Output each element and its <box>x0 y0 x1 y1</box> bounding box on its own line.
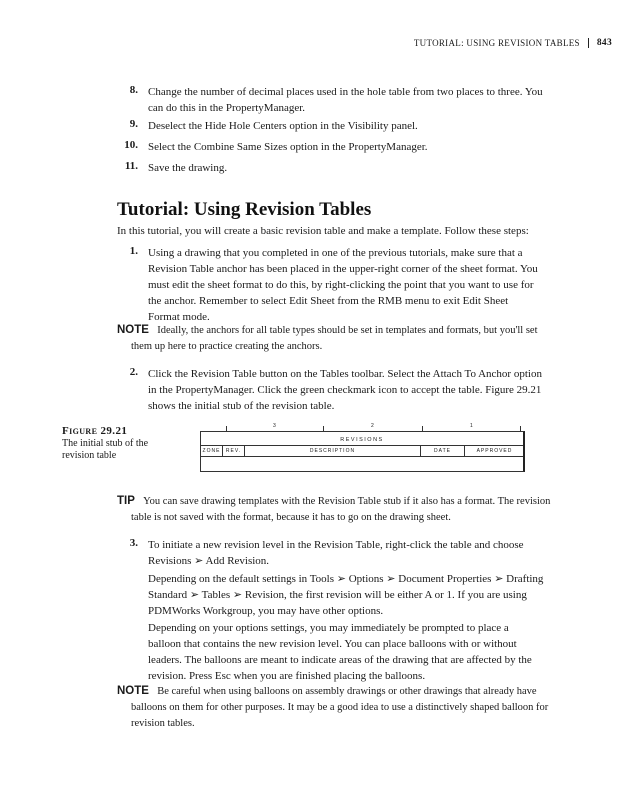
step-text <box>148 366 542 414</box>
revision-table-title: REVISIONS <box>340 437 384 443</box>
zone-label: 3 <box>273 423 276 429</box>
step-number: 9. <box>129 118 138 130</box>
table-divider <box>201 456 523 457</box>
step-number: 3. <box>129 537 138 549</box>
paragraph-line: revision. Press Esc when you are finished placing the balloons. <box>148 670 426 682</box>
figure-caption-line: The initial stub of the <box>62 437 149 449</box>
revision-table-header-row <box>201 446 523 456</box>
step-text <box>148 84 543 116</box>
paragraph <box>148 571 543 619</box>
step-line: Click the Revision Table button on the Tables toolbar. Select the Attach To Anchor option <box>148 368 542 380</box>
paragraph-line: PDMWorks Workgroup, you may have other options. <box>148 605 384 617</box>
paragraph-line: leaders. The balloons are meant to indicate areas of the drawing that are affected by the <box>148 654 532 666</box>
step-number: 10. <box>124 139 138 151</box>
column-header-zone: ZONE <box>201 446 223 456</box>
figure-caption <box>62 425 182 463</box>
step-line: Change the number of decimal places used in the hole table from two places to three. You <box>148 86 543 98</box>
note-block <box>117 322 538 355</box>
figure-caption-line: revision table <box>62 450 117 461</box>
page-number: 843 <box>596 38 612 48</box>
step-line: To initiate a new revision level in the Revision Table, right-click the table and choose <box>148 539 524 551</box>
step-line: Revisions ➢ Add Revision. <box>148 555 270 567</box>
figure-number: Figure 29.21 <box>62 425 128 437</box>
note-line: Be careful when using balloons on assembly drawings or other drawings that already have <box>157 686 537 697</box>
tip-block <box>117 493 550 526</box>
step-text <box>148 245 538 325</box>
step-line: Format mode. <box>148 311 210 323</box>
zone-label: 2 <box>371 423 374 429</box>
step-line: the anchor. Remember to select Edit Sheet from the RMB menu to exit Edit Sheet <box>148 295 509 307</box>
zone-ruler <box>200 423 525 431</box>
step-number: 2. <box>129 366 138 378</box>
step-text: Select the Combine Same Sizes option in the PropertyManager. <box>148 141 428 153</box>
step-line: Using a drawing that you completed in one of the previous tutorials, make sure that a <box>148 247 523 259</box>
column-header-rev: REV. <box>223 446 245 456</box>
step-number: 1. <box>129 245 138 257</box>
revision-table-figure <box>200 423 525 473</box>
tip-label: TIP <box>117 495 135 507</box>
note-line: revision tables. <box>131 718 195 729</box>
tip-line: You can save drawing templates with the Revision Table stub if it also has a format. The revision <box>143 496 551 507</box>
column-header-date: DATE <box>421 446 465 456</box>
column-header-approved: APPROVED <box>476 448 513 454</box>
note-block <box>117 683 548 732</box>
paragraph-line: balloon that contains the new revision level. You can place balloons with or without <box>148 638 517 650</box>
note-label: NOTE <box>117 324 149 336</box>
zone-label: 1 <box>470 423 473 429</box>
step-text: Deselect the Hide Hole Centers option in the Visibility panel. <box>148 120 418 132</box>
column-header-description: DESCRIPTION <box>245 446 421 456</box>
note-line: them up here to practice creating the anchors. <box>131 341 323 352</box>
tip-line: table is not saved with the format, because it has to go on the drawing sheet. <box>131 512 451 523</box>
note-label: NOTE <box>117 685 149 697</box>
step-line: can do this in the PropertyManager. <box>148 102 306 114</box>
revision-table <box>200 431 525 472</box>
intro-paragraph: In this tutorial, you will create a basic revision table and make a template. Follow these steps: <box>117 225 529 237</box>
paragraph <box>148 620 532 684</box>
paragraph-line: Depending on your options settings, you may immediately be prompted to place a <box>148 622 509 634</box>
paragraph-line: Depending on the default settings in Tools ➢ Options ➢ Document Properties ➢ Drafting <box>148 573 544 585</box>
paragraph-line: Standard ➢ Tables ➢ Revision, the first revision will be either A or 1. If you are using <box>148 589 527 601</box>
step-line: shows the initial stub of the revision table. <box>148 400 335 412</box>
section-heading: Tutorial: Using Revision Tables <box>117 199 372 220</box>
running-head <box>414 38 612 48</box>
step-text: Save the drawing. <box>148 162 228 174</box>
step-line: Revision Table anchor has been placed in the upper-right corner of the sheet format. You <box>148 263 538 275</box>
step-number: 8. <box>129 84 138 96</box>
step-line: in the PropertyManager. Click the green checkmark icon to accept the table. Figure 29.21 <box>148 384 542 396</box>
running-head-title: TUTORIAL: USING REVISION TABLES <box>414 38 589 48</box>
note-line: balloons on them for other purposes. It may be a good idea to use a distinctively shaped balloon for <box>131 702 549 713</box>
step-line: must edit the sheet format to do this, by right-clicking the point that you want to use for <box>148 279 534 291</box>
note-line: Ideally, the anchors for all table types should be set in templates and formats, but you'll set <box>157 325 538 336</box>
step-text <box>148 537 524 569</box>
step-number: 11. <box>124 160 138 172</box>
